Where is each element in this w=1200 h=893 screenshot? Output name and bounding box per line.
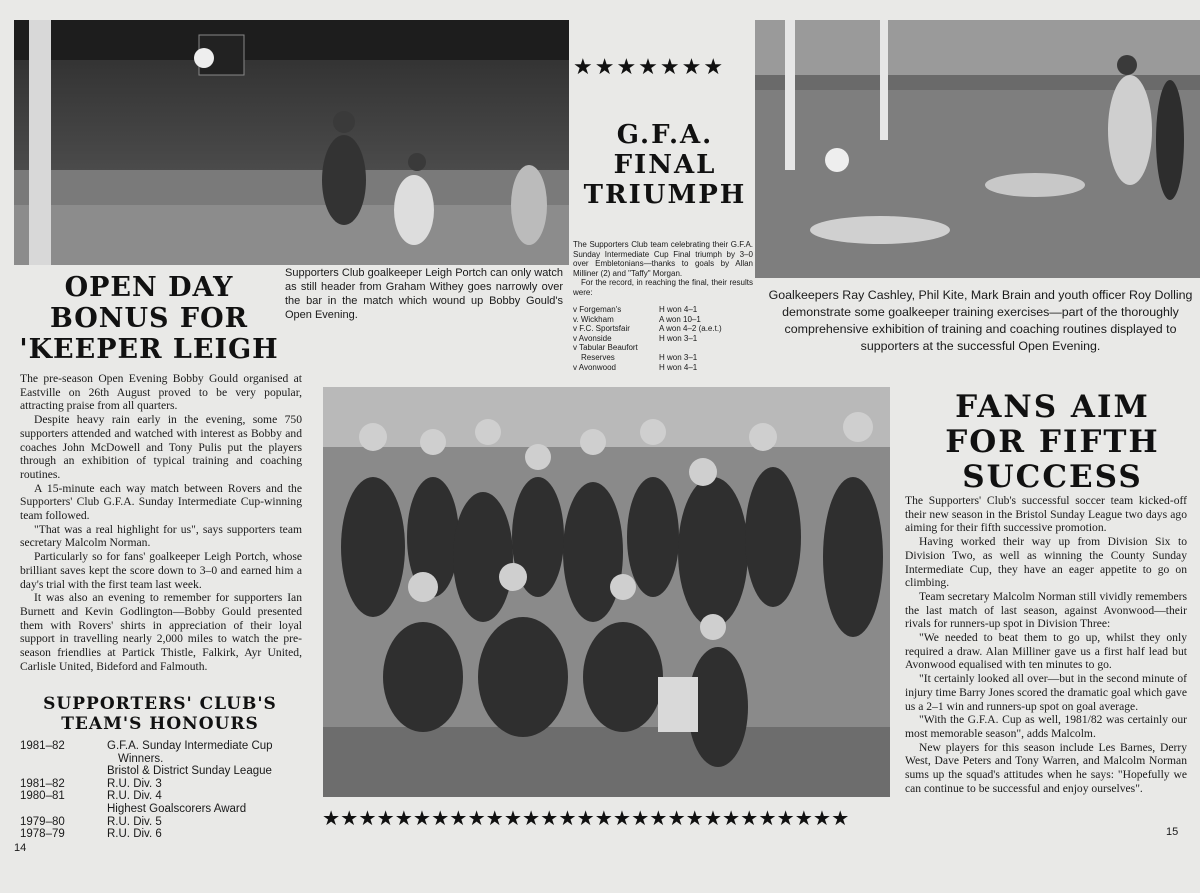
result-row [573, 363, 753, 373]
open-day-headline-line-2: BONUS FOR [49, 303, 249, 334]
article-paragraph: The Supporters' Club's successful soccer team kicked-off their new season in the Bristol Sunday League two days ago aiming for their fifth successive promotion. [905, 494, 1187, 535]
honours-year [20, 803, 107, 816]
article-paragraph: Despite heavy rain early in the evening, some 750 supporters attended and watched with interest as Bobby and coaches John McDowell and Tony Pulis put the players through an exhibition of typical training and coaching routines. [20, 413, 302, 481]
article-paragraph: A 15-minute each way match between Rovers and the Supporters' Club G.F.A. Sunday Intermediate Cup-winning team followed. [20, 481, 302, 523]
article-paragraph: "That was a real highlight for us", says supporters team secretary Malcolm Norman. [20, 522, 302, 550]
honours-year [20, 765, 107, 778]
honours-year: 1979–80 [20, 815, 65, 828]
gfa-intro-text: The Supporters Club team celebrating their G.F.A. Sunday Intermediate Cup Final triumph by 3–0 over Embletonians—thanks to goals by Allan Milliner (2) and "Taffy" Morgan. [573, 240, 753, 278]
result-row [573, 315, 753, 325]
honours-text: G.F.A. Sunday Intermediate Cup [107, 740, 273, 752]
article-paragraph: "With the G.F.A. Cup as well, 1981/82 was certainly our most memorable season", adds Malcolm. [905, 713, 1187, 740]
honours-text: Highest Goalscorers Award [107, 802, 247, 815]
honours-year: 1980–81 [20, 790, 65, 803]
honours-year: 1978–79 [20, 828, 65, 841]
honours-row [20, 765, 302, 778]
gfa-headline [575, 120, 755, 210]
result-opponent: v. Wickham [573, 314, 614, 324]
team-photo [323, 387, 890, 797]
honours-year: 1981–82 [20, 777, 65, 790]
page-number-right: 15 [1166, 826, 1179, 838]
open-day-headline-line-3: 'KEEPER LEIGH [19, 334, 279, 365]
honours-row [20, 753, 302, 766]
honours-row [20, 816, 302, 829]
gfa-intro [573, 240, 753, 298]
stars-decoration-bottom: ★★★★★★★★★★★★★★★★★★★★★★★★★★★★★ [322, 806, 850, 830]
honours-row [20, 778, 302, 791]
article-paragraph: Having worked their way up from Division Six to Division Two, as well as winning the County Sunday Intermediate Cup, they have an eager appetite to go on climbing. [905, 535, 1187, 590]
gfa-headline-line-3: TRIUMPH [583, 180, 747, 210]
honours-year [20, 753, 107, 766]
open-day-headline-line-1: OPEN DAY [64, 272, 234, 303]
fans-article [905, 494, 1187, 795]
result-row [573, 305, 753, 315]
gfa-intro-text-2: For the record, in reaching the final, their results were: [573, 278, 753, 297]
result-row [573, 343, 753, 353]
result-score: H won 4–1 [659, 305, 698, 314]
result-score: H won 3–1 [659, 352, 698, 362]
honours-row [20, 828, 302, 841]
honours-list [20, 740, 302, 841]
article-paragraph: It was also an evening to remember for supporters Ian Burnett and Kevin Godlington—Bobby Gould presented them with Rovers' shirts in appreciation of their loyal support in travelling nearly 2,000 miles to watch the pre-season friendlies at Partick Thistle, Falkirk, Ayr United, Carlisle United, Bideford and Falmouth. [20, 591, 302, 673]
article-paragraph: "We needed to beat them to go up, whilst they only required a draw. Alan Milliner gave us a first half lead but Avonwood equalised with ten minutes to go. [905, 631, 1187, 672]
training-photo [755, 20, 1200, 278]
honours-text: R.U. Div. 3 [107, 777, 162, 790]
fans-headline-line-2: FOR FIFTH [945, 424, 1160, 460]
article-paragraph: New players for this season include Les Barnes, Derry West, Dave Peters and Tony Warren, and Malcolm Norman sums up the squad's attitudes when he says: "Hopefully we can continue to be successful and enjoy ourselves". [905, 740, 1187, 795]
honours-text: R.U. Div. 4 [107, 790, 162, 803]
result-row [573, 353, 753, 363]
page-number-left: 14 [14, 842, 27, 854]
honours-text: Bristol & District Sunday League [107, 765, 272, 778]
result-score: A won 4–2 (a.e.t.) [659, 324, 722, 334]
article-paragraph: The pre-season Open Evening Bobby Gould organised at Eastville on 26th August proved to be very popular, attracting praise from all quarters. [20, 372, 302, 413]
match-photo [14, 20, 569, 265]
result-opponent: v Avonwood [573, 362, 616, 372]
result-row [573, 324, 753, 334]
article-paragraph: Particularly so for fans' goalkeeper Leigh Portch, whose brilliant saves kept the score down to 3–0 and earned him a day's trial with the first team last week. [20, 550, 302, 591]
honours-year: 1981–82 [20, 740, 65, 752]
open-day-article [20, 372, 302, 673]
article-paragraph: Team secretary Malcolm Norman still vividly remembers the last match of last season, against Avonwood—their rivals for runners-up spot in Division Three: [905, 589, 1187, 631]
honours-headline-line-2: TEAM'S HONOURS [61, 714, 259, 734]
gfa-headline-line-2: FINAL [613, 150, 717, 180]
result-opponent: v Forgeman's [573, 305, 622, 314]
stars-decoration-top: ★★★★★★★ [573, 55, 726, 80]
result-score: H won 3–1 [659, 333, 698, 343]
honours-text: R.U. Div. 6 [107, 828, 162, 841]
result-row [573, 334, 753, 344]
gfa-headline-line-1: G.F.A. [616, 120, 714, 150]
honours-text: R.U. Div. 5 [107, 815, 162, 828]
honours-headline [18, 694, 302, 734]
fans-headline-line-1: FANS AIM [955, 389, 1150, 425]
result-opponent: Reserves [581, 352, 615, 362]
result-score: A won 10–1 [659, 314, 701, 324]
result-opponent: v Tabular Beaufort [573, 343, 638, 353]
open-day-headline [18, 272, 280, 365]
result-opponent: v F.C. Sportsfair [573, 324, 630, 334]
fans-headline-line-3: SUCCESS [962, 459, 1143, 495]
training-photo-caption: Goalkeepers Ray Cashley, Phil Kite, Mark Brain and youth officer Roy Dolling demonstrate some goalkeeper training exercises—part of the thoroughly comprehensive exhibition of training and coaching routines displayed to supporters at the successful Open Evening. [768, 288, 1193, 353]
gfa-results-list [573, 305, 753, 372]
honours-headline-line-1: SUPPORTERS' CLUB'S [43, 694, 277, 714]
fans-headline [905, 390, 1200, 495]
honours-row [20, 803, 302, 816]
article-paragraph: "It certainly looked all over—but in the second minute of injury time Barry Jones scored the dramatic goal which gave us a 2–1 win and runners-up spot on goal average. [905, 672, 1187, 713]
result-score: H won 4–1 [659, 362, 698, 372]
match-photo-caption: Supporters Club goalkeeper Leigh Portch can only watch as still header from Graham Withey goes narrowly over the bar in the match which wound up Bobby Gould's Open Evening. [285, 267, 563, 321]
honours-row [20, 790, 302, 803]
honours-row [20, 740, 302, 753]
honours-text: Winners. [118, 752, 164, 765]
result-opponent: v Avonside [573, 333, 612, 343]
